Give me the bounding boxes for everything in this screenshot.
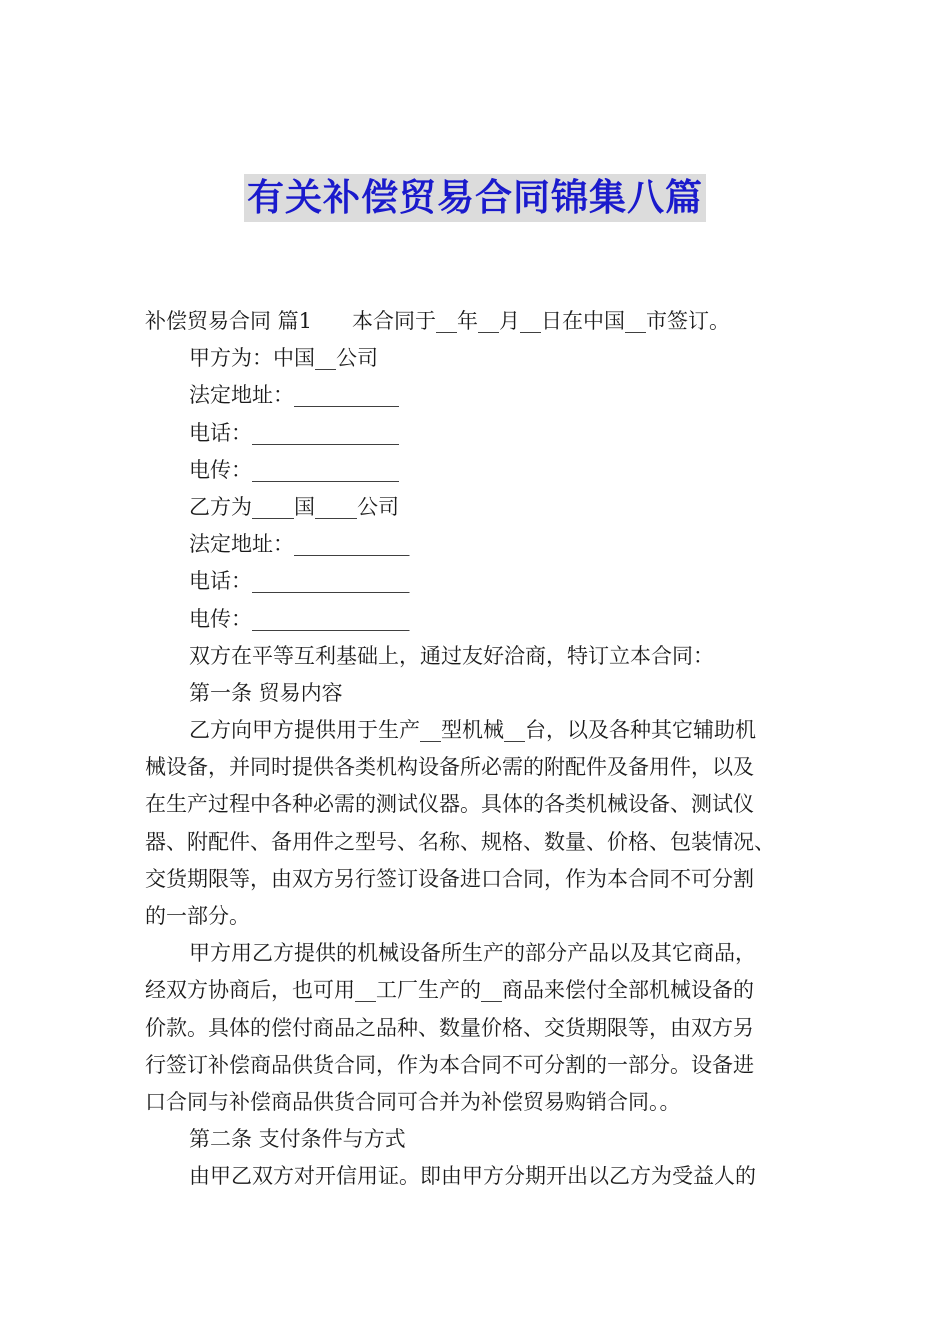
paragraph-line: 行签订补偿商品供货合同，作为本合同不可分割的一部分。设备进	[145, 1052, 754, 1077]
document-title: 有关补偿贸易合同锦集八篇	[244, 174, 706, 222]
paragraph-line: 甲方用乙方提供的机械设备所生产的部分产品以及其它商品，	[189, 941, 756, 966]
party-a-phone: 电话：______________	[189, 420, 399, 445]
document-title-wrap	[0, 174, 950, 230]
party-b-line: 乙方为____国____公司	[189, 494, 399, 519]
party-a-line: 甲方为：中国__公司	[189, 346, 378, 371]
article-1-heading: 第一条 贸易内容	[189, 680, 343, 705]
party-b-fax: 电传：_______________	[189, 606, 410, 631]
paragraph-line: 由甲乙双方对开信用证。即由甲方分期开出以乙方为受益人的	[189, 1164, 756, 1189]
signing-sentence: 本合同于__年__月__日在中国__市签订。	[352, 309, 731, 333]
party-a-address: 法定地址：__________	[189, 383, 399, 408]
paragraph-line: 口合同与补偿商品供货合同可合并为补偿贸易购销合同。。	[145, 1089, 681, 1114]
paragraph-line: 械设备，并同时提供各类机构设备所必需的附配件及备用件，以及	[145, 755, 754, 780]
paragraph-line: 经双方协商后，也可用__工厂生产的__商品来偿付全部机械设备的	[145, 978, 754, 1003]
paragraph-line: 乙方向甲方提供用于生产__型机械__台，以及各种其它辅助机	[189, 718, 756, 743]
intro-line	[145, 303, 817, 340]
party-a-fax: 电传：______________	[189, 457, 399, 482]
agreement-statement: 双方在平等互利基础上，通过友好洽商，特订立本合同：	[189, 643, 714, 668]
paragraph-line: 在生产过程中各种必需的测试仪器。具体的各类机械设备、测试仪	[145, 792, 754, 817]
paragraph-line: 交货期限等，由双方另行签订设备进口合同，作为本合同不可分割	[145, 866, 754, 891]
paragraph-line: 价款。具体的偿付商品之品种、数量价格、交货期限等，由双方另	[145, 1015, 754, 1040]
document-body	[145, 303, 817, 1196]
paragraph-line: 的一部分。	[145, 904, 250, 928]
article-2-heading: 第二条 支付条件与方式	[189, 1127, 406, 1152]
section-label: 补偿贸易合同 篇1	[145, 309, 313, 333]
party-b-address: 法定地址：___________	[189, 532, 410, 557]
paragraph-line: 器、附配件、备用件之型号、名称、规格、数量、价格、包装情况、	[145, 829, 775, 854]
party-b-phone: 电话：_______________	[189, 569, 410, 594]
